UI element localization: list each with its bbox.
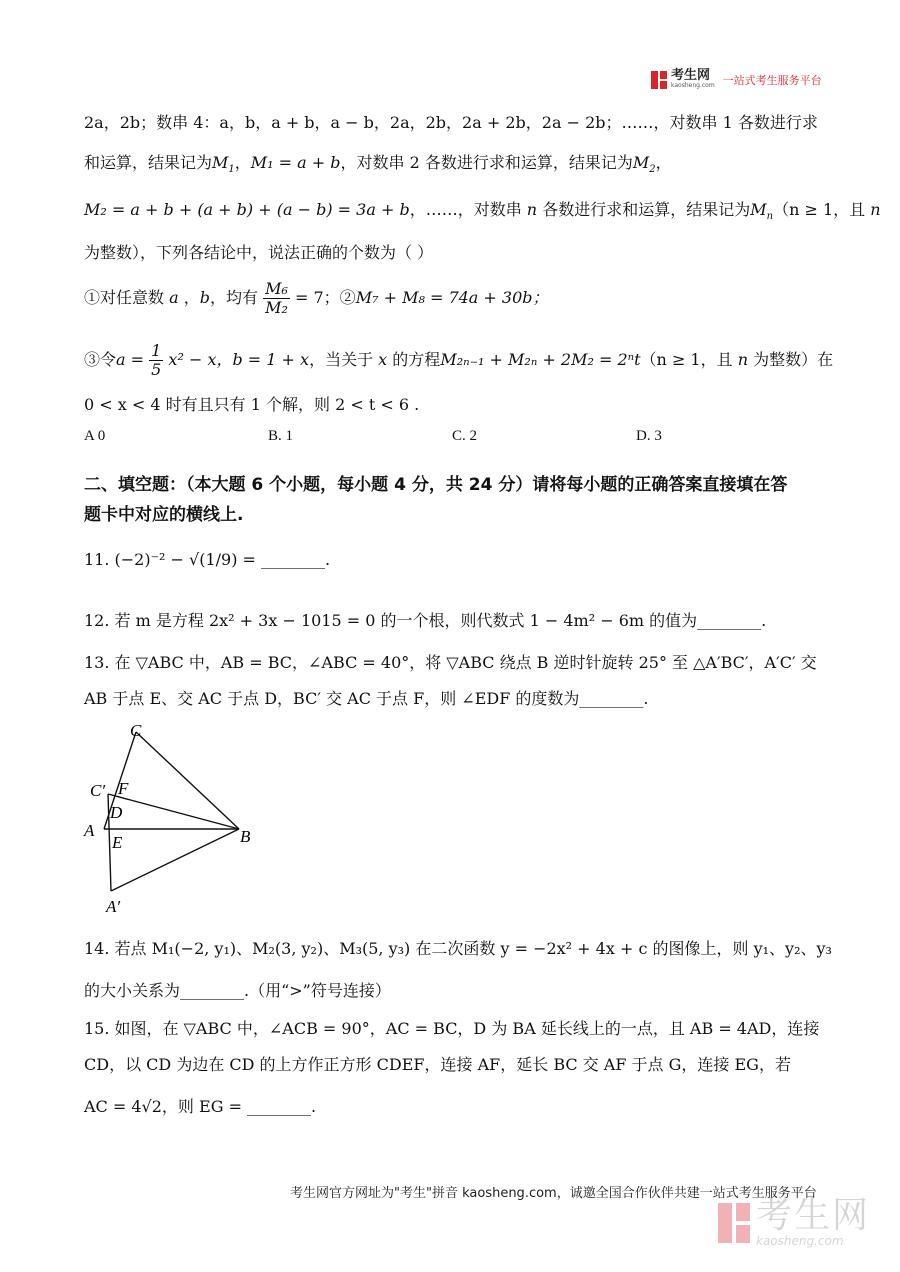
q10-m78: M₇ + M₈ = 74a + 30b； bbox=[355, 288, 549, 307]
q10-text: （n ≥ 1，且 bbox=[773, 200, 866, 219]
q10-m1-eq: M₁ = a + b bbox=[250, 153, 341, 172]
kaosheng-logo-icon bbox=[651, 71, 667, 89]
question-14-line-2: 的大小关系为________.（用“>”符号连接） bbox=[84, 981, 391, 1000]
watermark-logo bbox=[718, 1195, 871, 1248]
watermark-name: 考生网 bbox=[756, 1195, 871, 1236]
question-12: 12. 若 m 是方程 2x² + 3x − 1015 = 0 的一个根，则代数式 1 − 4m² − 6m 的值为________. bbox=[84, 611, 767, 630]
q10-line-3: M₂ = a + b + (a + b) + (a − b) = 3a + b，……，对数串 n 各数进行求和运算，结果记为$M_n(n \ge 1$，且 n bbox=[84, 200, 881, 223]
question-13-line-1: 13. 在 ▽ABC 中，AB = BC，∠ABC = 40°，将 ▽ABC 绕点 B 逆时针旋转 25° 至 △A′BC′，A′C′ 交 bbox=[84, 653, 817, 672]
q10-line-2: 和运算，结果记为$M_1$，M₁ = a + b，对数串 2 各数进行求和运算，结果记为$M_2$， bbox=[84, 153, 672, 176]
q10-line-1: 2a，2b；数串 4：a，b，a + b，a − b，2a，2b，2a + 2b，2a − 2b；……，对数串 1 各数进行求 bbox=[84, 113, 818, 132]
header-logo bbox=[651, 70, 822, 89]
question-15-line-2: CD，以 CD 为边在 CD 的上方作正方形 CDEF，连接 AF，延长 BC 交 AF 于点 G，连接 EG，若 bbox=[84, 1055, 791, 1074]
question-14-line-1: 14. 若点 M₁(−2, y₁)、M₂(3, y₂)、M₃(5, y₃) 在二次函数 y = −2x² + 4x + c 的图像上，则 y₁、y₂、y₃ bbox=[84, 939, 832, 958]
q10-text: （n ≥ 1，且 bbox=[640, 350, 733, 369]
fraction-one-fifth: $\frac{1}{5}$ bbox=[151, 341, 162, 379]
q10-text: ③令 bbox=[84, 350, 117, 369]
logo-slogan: 一站式考生服务平台 bbox=[722, 73, 822, 87]
choice-c: C. 2 bbox=[452, 428, 478, 444]
q10-line-7: 0 < x < 4 时有且只有 1 个解，则 2 < t < 6 . bbox=[84, 395, 420, 414]
q10-text: ①对任意数 bbox=[84, 288, 165, 307]
q10-m1: $M_1$ bbox=[212, 153, 235, 176]
q10-line-5: ①对任意数 a ，b，均有 $\frac{\text{M₆}}{\text{M₂}}$ = 7；②M₇ + M₈ = 74a + 30b； bbox=[84, 279, 549, 317]
choice-d: D. 3 bbox=[636, 428, 662, 444]
label-f: F bbox=[118, 779, 129, 798]
logo-name: 考生网 bbox=[671, 68, 711, 83]
q10-text: ，对数串 2 各数进行求和运算，结果记为 bbox=[340, 153, 633, 172]
q10-line-6: ③令a = $\frac{1}{5}$ x² − x，b = 1 + x，当关于 x 的方程M₂ₙ₋₁ + M₂ₙ + 2M₂ = 2ⁿt（n ≥ 1，且 n 为整数）在 bbox=[84, 341, 834, 379]
section-title-line-2: 题卡中对应的横线上. bbox=[84, 505, 244, 525]
q10-text: ，……，对数串 bbox=[409, 200, 522, 219]
q10-m2-eq: M₂ = a + b + (a + b) + (a − b) = 3a + b bbox=[84, 200, 410, 219]
label-a: A bbox=[84, 821, 95, 840]
q10-text: ，当关于 bbox=[309, 350, 374, 369]
q10-text: 为整数）在 bbox=[753, 350, 834, 369]
q10-m2: $M_2$ bbox=[632, 153, 656, 176]
label-c-prime: C′ bbox=[90, 781, 106, 800]
fraction-m6-m2: $\frac{\text{M₆}}{\text{M₂}}$ bbox=[265, 279, 288, 317]
choice-b: B. 1 bbox=[268, 428, 294, 444]
q10-text: ，均有 bbox=[210, 288, 259, 307]
label-d: D bbox=[110, 803, 123, 822]
q10-text: = 7；② bbox=[295, 288, 356, 307]
question-15-line-1: 15. 如图，在 ▽ABC 中，∠ACB = 90°，AC = BC，D 为 BA 延长线上的一点，且 AB = 4AD，连接 bbox=[84, 1019, 820, 1038]
logo-domain: kaosheng.com bbox=[671, 82, 715, 89]
watermark-domain: kaosheng.com bbox=[756, 1234, 844, 1248]
q10-text: 的方程 bbox=[392, 350, 441, 369]
logo-text bbox=[671, 70, 715, 89]
label-a-prime: A′ bbox=[106, 897, 121, 916]
label-c: C bbox=[130, 721, 142, 740]
q10-text: 和运算，结果记为 bbox=[84, 153, 213, 172]
choice-a: A 0 bbox=[84, 428, 106, 444]
section-title-line-1: 二、填空题：（本大题 6 个小题，每小题 4 分，共 24 分）请将每小题的正确答案直接填在答 bbox=[84, 475, 788, 495]
segment-c-prime-b bbox=[108, 794, 239, 829]
footer-text: 考生网官方网址为"考生"拼音 kaosheng.com，诚邀全国合作伙伴共建一站式考生服务平台 bbox=[290, 1186, 817, 1201]
kaosheng-watermark-icon bbox=[718, 1203, 750, 1243]
label-b: B bbox=[240, 827, 251, 846]
question-13-line-2: AB 于点 E、交 AC 于点 D，BC′ 交 AC 于点 F，则 ∠EDF 的度数为________. bbox=[84, 689, 649, 708]
segment-cb bbox=[136, 732, 239, 829]
geometry-figure bbox=[80, 718, 280, 918]
q10-equation: M₂ₙ₋₁ + M₂ₙ + 2M₂ = 2ⁿt bbox=[440, 350, 641, 369]
label-e: E bbox=[112, 833, 123, 852]
q10-text: ， bbox=[234, 153, 251, 172]
q10-mn: $M_n$ bbox=[750, 200, 774, 223]
segment-a-prime-b bbox=[111, 829, 239, 891]
question-11: 11. (−2)⁻² − √(1/9) = ________. bbox=[84, 550, 331, 569]
q10-text: 各数进行求和运算，结果记为 bbox=[542, 200, 751, 219]
watermark-text bbox=[756, 1195, 871, 1248]
q10-line-4: 为整数），下列各结论中，说法正确的个数为（ ） bbox=[84, 243, 434, 262]
question-15-line-3: AC = 4√2，则 EG = ________. bbox=[84, 1097, 317, 1116]
